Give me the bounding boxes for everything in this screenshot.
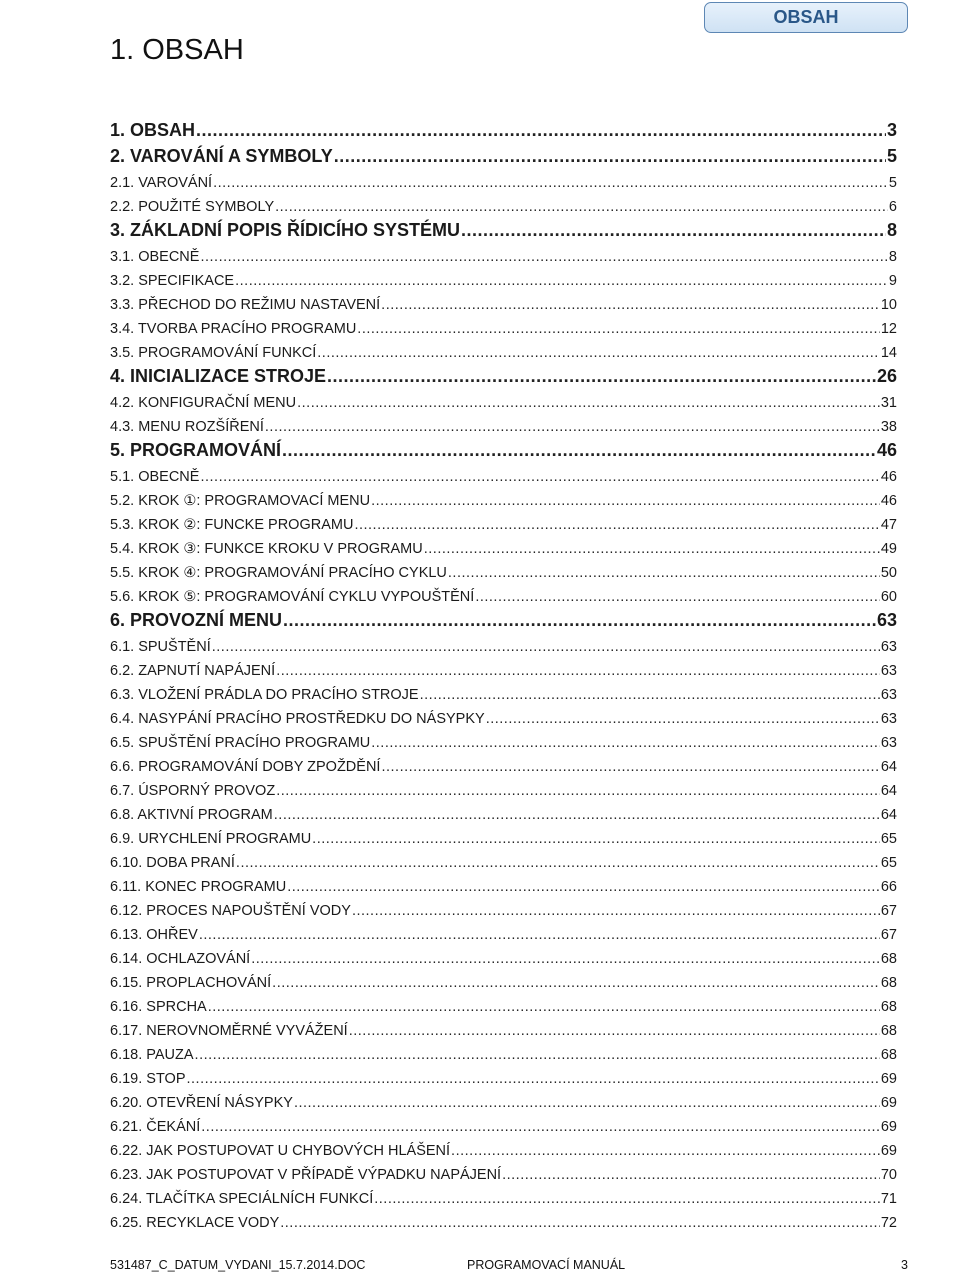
toc-entry[interactable] <box>110 435 897 461</box>
toc-entry-page: 64 <box>880 759 897 775</box>
toc-entry-page: 63 <box>880 687 897 703</box>
section-tab <box>704 2 908 33</box>
toc-entry[interactable] <box>110 703 897 727</box>
toc-entry-page: 8 <box>888 249 897 265</box>
toc-entry-label: 3.2. SPECIFIKACE <box>110 273 235 289</box>
toc-entry[interactable] <box>110 1063 897 1087</box>
toc-entry-label: 6.16. SPRCHA <box>110 999 207 1015</box>
section-tab-label: OBSAH <box>773 7 839 27</box>
toc-entry-page: 14 <box>880 345 897 361</box>
toc-leader-dots <box>381 759 879 775</box>
toc-leader-dots <box>213 175 888 191</box>
toc-entry[interactable] <box>110 655 897 679</box>
toc-entry-label: 5.4. KROK ③: FUNKCE KROKU V PROGRAMU <box>110 541 423 557</box>
toc-leader-dots <box>352 903 880 919</box>
toc-entry-label: 6.17. NEROVNOMĚRNÉ VYVÁŽENÍ <box>110 1023 348 1039</box>
toc-entry[interactable] <box>110 1183 897 1207</box>
toc-entry[interactable] <box>110 1039 897 1063</box>
toc-leader-dots <box>357 321 880 337</box>
toc-leader-dots <box>195 1047 880 1063</box>
toc-entry-label: 6.11. KONEC PROGRAMU <box>110 879 287 895</box>
toc-entry[interactable] <box>110 895 897 919</box>
toc-entry[interactable] <box>110 991 897 1015</box>
toc-entry[interactable] <box>110 871 897 895</box>
toc-leader-dots <box>294 1095 880 1111</box>
toc-entry-page: 64 <box>880 807 897 823</box>
toc-leader-dots <box>236 855 880 871</box>
toc-leader-dots <box>265 419 880 435</box>
toc-leader-dots <box>276 783 880 799</box>
toc-entry-label: 5.2. KROK ①: PROGRAMOVACÍ MENU <box>110 493 371 509</box>
toc-entry-label: 6.9. URYCHLENÍ PROGRAMU <box>110 831 312 847</box>
toc-entry-label: 6.7. ÚSPORNÝ PROVOZ <box>110 783 276 799</box>
toc-entry[interactable] <box>110 485 897 509</box>
toc-leader-dots <box>199 927 880 943</box>
toc-entry-label: 6.8. AKTIVNÍ PROGRAM <box>110 807 273 823</box>
toc-entry-label: 6.18. PAUZA <box>110 1047 194 1063</box>
toc-entry[interactable] <box>110 799 897 823</box>
toc-leader-dots <box>235 273 888 289</box>
toc-entry-label: 2.1. VAROVÁNÍ <box>110 175 213 191</box>
toc-entry[interactable] <box>110 461 897 485</box>
toc-leader-dots <box>251 951 880 967</box>
toc-entry[interactable] <box>110 265 897 289</box>
toc-entry-label: 3.3. PŘECHOD DO REŽIMU NASTAVENÍ <box>110 297 381 313</box>
toc-leader-dots <box>371 735 880 751</box>
toc-entry-label: 5.1. OBECNĚ <box>110 469 200 485</box>
toc-entry[interactable] <box>110 557 897 581</box>
footer-document-name: 531487_C_DATUM_VYDANI_15.7.2014.DOC <box>110 1258 366 1272</box>
toc-leader-dots <box>371 493 880 509</box>
toc-leader-dots <box>275 199 888 215</box>
toc-leader-dots <box>312 831 880 847</box>
toc-entry[interactable] <box>110 967 897 991</box>
toc-entry[interactable] <box>110 919 897 943</box>
toc-entry-label: 3.4. TVORBA PRACÍHO PROGRAMU <box>110 321 357 337</box>
toc-entry-page: 5 <box>886 146 897 166</box>
toc-leader-dots <box>354 517 879 533</box>
toc-entry-label: 4. INICIALIZACE STROJE <box>110 366 327 386</box>
toc-entry-label: 6.21. ČEKÁNÍ <box>110 1119 201 1135</box>
toc-leader-dots <box>486 711 880 727</box>
toc-entry[interactable] <box>110 605 897 631</box>
toc-entry-page: 63 <box>880 663 897 679</box>
toc-leader-dots <box>272 975 880 991</box>
toc-entry[interactable] <box>110 313 897 337</box>
toc-entry[interactable] <box>110 823 897 847</box>
toc-entry[interactable] <box>110 1159 897 1183</box>
toc-entry-label: 6.2. ZAPNUTÍ NAPÁJENÍ <box>110 663 276 679</box>
toc-entry[interactable] <box>110 191 897 215</box>
toc-entry-label: 6.12. PROCES NAPOUŠTĚNÍ VODY <box>110 903 351 919</box>
toc-entry-page: 63 <box>880 711 897 727</box>
toc-entry-label: 6.23. JAK POSTUPOVAT V PŘÍPADĚ VÝPADKU NAPÁJENÍ <box>110 1167 502 1183</box>
toc-entry-label: 6.4. NASYPÁNÍ PRACÍHO PROSTŘEDKU DO NÁSYPKY <box>110 711 485 727</box>
toc-entry-page: 68 <box>880 1023 897 1039</box>
toc-entry-label: 3.5. PROGRAMOVÁNÍ FUNKCÍ <box>110 345 317 361</box>
toc-entry-page: 5 <box>888 175 897 191</box>
toc-entry-label: 6. PROVOZNÍ MENU <box>110 610 283 630</box>
toc-entry-page: 66 <box>880 879 897 895</box>
toc-leader-dots <box>280 1215 880 1231</box>
toc-entry[interactable] <box>110 679 897 703</box>
toc-entry[interactable] <box>110 289 897 313</box>
toc-entry-page: 68 <box>880 951 897 967</box>
toc-leader-dots <box>420 687 880 703</box>
toc-entry[interactable] <box>110 1015 897 1039</box>
toc-leader-dots <box>187 1071 880 1087</box>
toc-entry-label: 6.15. PROPLACHOVÁNÍ <box>110 975 272 991</box>
toc-entry-label: 6.3. VLOŽENÍ PRÁDLA DO PRACÍHO STROJE <box>110 687 419 703</box>
toc-entry-page: 46 <box>876 440 897 460</box>
toc-entry-page: 65 <box>880 831 897 847</box>
toc-entry-page: 50 <box>880 565 897 581</box>
toc-entry-label: 6.22. JAK POSTUPOVAT U CHYBOVÝCH HLÁŠENÍ <box>110 1143 451 1159</box>
toc-entry[interactable] <box>110 411 897 435</box>
toc-entry-label: 2. VAROVÁNÍ A SYMBOLY <box>110 146 333 166</box>
toc-entry-label: 5. PROGRAMOVÁNÍ <box>110 440 282 460</box>
toc-entry[interactable] <box>110 631 897 655</box>
toc-entry-page: 46 <box>880 469 897 485</box>
page-footer <box>110 1258 908 1274</box>
toc-leader-dots <box>448 565 880 581</box>
toc-entry[interactable] <box>110 775 897 799</box>
toc-leader-dots <box>475 589 880 605</box>
page-title: 1. OBSAH <box>110 34 244 66</box>
footer-manual-name: PROGRAMOVACÍ MANUÁL <box>467 1258 626 1272</box>
toc-entry-page: 26 <box>876 366 897 386</box>
toc-entry[interactable] <box>110 1087 897 1111</box>
toc-entry-label: 6.19. STOP <box>110 1071 186 1087</box>
toc-entry-page: 10 <box>880 297 897 313</box>
toc-entry[interactable] <box>110 141 897 167</box>
footer-page-number: 3 <box>901 1258 908 1272</box>
toc-leader-dots <box>334 146 886 167</box>
toc-entry-page: 72 <box>880 1215 897 1231</box>
toc-entry[interactable] <box>110 509 897 533</box>
toc-entry-label: 4.3. MENU ROZŠÍŘENÍ <box>110 419 264 435</box>
toc-leader-dots <box>201 1119 880 1135</box>
toc-entry-page: 60 <box>880 589 897 605</box>
toc-entry-page: 38 <box>880 419 897 435</box>
toc-leader-dots <box>274 807 880 823</box>
toc-leader-dots <box>200 469 879 485</box>
toc-entry[interactable] <box>110 1135 897 1159</box>
toc-entry-label: 6.6. PROGRAMOVÁNÍ DOBY ZPOŽDĚNÍ <box>110 759 381 775</box>
toc-leader-dots <box>327 366 876 387</box>
toc-entry-page: 70 <box>880 1167 897 1183</box>
toc-entry-label: 6.1. SPUŠTĚNÍ <box>110 639 211 655</box>
toc-entry-label: 2.2. POUŽITÉ SYMBOLY <box>110 199 275 215</box>
toc-entry-label: 6.24. TLAČÍTKA SPECIÁLNÍCH FUNKCÍ <box>110 1191 374 1207</box>
toc-entry-label: 5.3. KROK ②: FUNCKE PROGRAMU <box>110 517 354 533</box>
toc-leader-dots <box>287 879 880 895</box>
toc-entry-page: 68 <box>880 999 897 1015</box>
toc-entry-label: 3.1. OBECNĚ <box>110 249 200 265</box>
toc-entry-page: 47 <box>880 517 897 533</box>
toc-entry[interactable] <box>110 167 897 191</box>
toc-entry-page: 63 <box>880 639 897 655</box>
toc-leader-dots <box>208 999 880 1015</box>
toc-entry[interactable] <box>110 581 897 605</box>
toc-leader-dots <box>461 220 886 241</box>
toc-entry-page: 3 <box>886 120 897 140</box>
toc-entry[interactable] <box>110 387 897 411</box>
toc-entry-page: 6 <box>888 199 897 215</box>
toc-entry[interactable] <box>110 727 897 751</box>
toc-leader-dots <box>282 440 876 461</box>
toc-entry-page: 69 <box>880 1143 897 1159</box>
toc-entry-label: 6.14. OCHLAZOVÁNÍ <box>110 951 251 967</box>
toc-entry-page: 69 <box>880 1119 897 1135</box>
toc-entry-label: 5.5. KROK ④: PROGRAMOVÁNÍ PRACÍHO CYKLU <box>110 565 447 581</box>
toc-leader-dots <box>317 345 880 361</box>
toc-leader-dots <box>374 1191 880 1207</box>
toc-entry-page: 68 <box>880 1047 897 1063</box>
toc-entry-page: 49 <box>880 541 897 557</box>
toc-leader-dots <box>196 120 886 141</box>
toc-entry[interactable] <box>110 1111 897 1135</box>
toc-entry-label: 6.5. SPUŠTĚNÍ PRACÍHO PROGRAMU <box>110 735 371 751</box>
toc-leader-dots <box>502 1167 880 1183</box>
toc-entry-page: 8 <box>886 220 897 240</box>
toc-leader-dots <box>424 541 880 557</box>
toc-entry-label: 4.2. KONFIGURAČNÍ MENU <box>110 395 297 411</box>
toc-entry[interactable] <box>110 241 897 265</box>
toc-entry-label: 6.25. RECYKLACE VODY <box>110 1215 280 1231</box>
toc-entry[interactable] <box>110 533 897 557</box>
toc-entry-page: 69 <box>880 1095 897 1111</box>
toc-entry[interactable] <box>110 751 897 775</box>
toc-leader-dots <box>451 1143 880 1159</box>
toc-entry-label: 6.10. DOBA PRANÍ <box>110 855 235 871</box>
toc-entry-label: 6.20. OTEVŘENÍ NÁSYPKY <box>110 1095 293 1111</box>
toc-entry[interactable] <box>110 1207 897 1231</box>
toc-leader-dots <box>200 249 887 265</box>
toc-entry-page: 31 <box>880 395 897 411</box>
toc-entry[interactable] <box>110 943 897 967</box>
toc-leader-dots <box>297 395 880 411</box>
toc-entry-page: 67 <box>880 903 897 919</box>
toc-entry[interactable] <box>110 215 897 241</box>
toc-entry-page: 63 <box>876 610 897 630</box>
toc-entry-label: 5.6. KROK ⑤: PROGRAMOVÁNÍ CYKLU VYPOUŠTĚNÍ <box>110 589 475 605</box>
toc-entry-page: 46 <box>880 493 897 509</box>
toc-leader-dots <box>349 1023 880 1039</box>
toc-leader-dots <box>212 639 880 655</box>
toc-entry-page: 9 <box>888 273 897 289</box>
toc-leader-dots <box>381 297 880 313</box>
toc-entry-page: 67 <box>880 927 897 943</box>
toc-entry-label: 3. ZÁKLADNÍ POPIS ŘÍDICÍHO SYSTÉMU <box>110 220 461 240</box>
toc-entry-page: 12 <box>880 321 897 337</box>
toc-entry[interactable] <box>110 115 897 141</box>
toc-entry[interactable] <box>110 847 897 871</box>
toc-entry-label: 1. OBSAH <box>110 120 196 140</box>
toc-entry[interactable] <box>110 361 897 387</box>
toc-entry-page: 69 <box>880 1071 897 1087</box>
toc-entry-label: 6.13. OHŘEV <box>110 927 198 943</box>
table-of-contents <box>110 115 897 1231</box>
toc-entry-page: 71 <box>880 1191 897 1207</box>
toc-entry-page: 64 <box>880 783 897 799</box>
toc-entry[interactable] <box>110 337 897 361</box>
toc-entry-page: 63 <box>880 735 897 751</box>
toc-leader-dots <box>283 610 876 631</box>
toc-entry-page: 68 <box>880 975 897 991</box>
toc-leader-dots <box>276 663 880 679</box>
toc-entry-page: 65 <box>880 855 897 871</box>
